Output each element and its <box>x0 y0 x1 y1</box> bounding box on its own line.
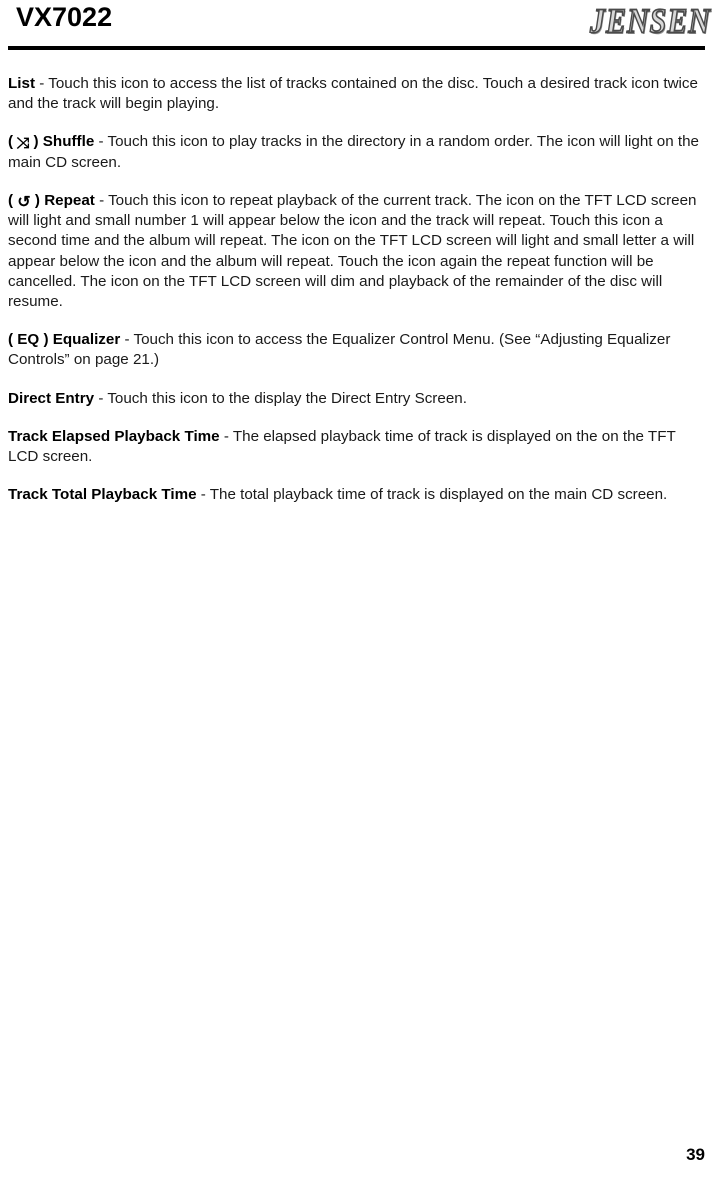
paragraph-track-elapsed <box>8 427 705 467</box>
term-list: List <box>8 75 36 92</box>
page-header <box>8 0 711 52</box>
brand-logo: JENSEN <box>589 2 711 41</box>
body-shuffle: - Touch this icon to play tracks in the directory in a random order. The icon will light on the main CD screen. <box>8 133 699 171</box>
term-track-total: Track Total Playback Time <box>8 486 197 504</box>
header-divider <box>8 46 705 50</box>
term-shuffle: Shuffle <box>42 133 95 151</box>
paragraph-repeat <box>8 191 705 312</box>
page-number: 39 <box>686 1145 705 1164</box>
body-repeat: - Touch this icon to repeat playback of the current track. The icon on the TFT LCD screen will light and small number 1 will appear below the icon and the track will repeat. Touch this icon a second time and the album will repeat. The icon on the TFT LCD screen will light and small letter a will appear below the icon and the album will repeat. Touch the icon again the repeat function will be cancelled. The icon on the TFT LCD screen will dim and playback of the remainder of the disc will resume. <box>8 191 697 310</box>
body-track-total: - The total playback time of track is displayed on the main CD screen. <box>196 486 668 504</box>
paragraph-track-total <box>8 485 705 505</box>
term-track-elapsed: Track Elapsed Playback Time <box>8 427 220 445</box>
paragraph-equalizer <box>8 330 705 370</box>
term-equalizer: ( EQ ) Equalizer <box>8 331 121 349</box>
body-direct-entry: - Touch this icon to the display the Direct Entry Screen. <box>94 389 467 407</box>
body-list: - Touch this icon to access the list of tracks contained on the disc. Touch a desired track icon twice and the track will begin playing. <box>8 75 698 113</box>
repeat-mid: ) <box>30 191 45 209</box>
shuffle-prefix: ( <box>8 133 18 151</box>
repeat-prefix: ( <box>8 191 18 209</box>
body-track-elapsed: - The elapsed playback time of track is displayed on the on the TFT LCD screen. <box>8 427 676 466</box>
body-equalizer: - Touch this icon to access the Equalizer Control Menu. (See “Adjusting Equalizer Controls” on page 21.) <box>8 331 671 369</box>
term-repeat: Repeat <box>44 191 95 209</box>
paragraph-shuffle <box>8 132 705 172</box>
repeat-icon: ↺ <box>17 193 31 211</box>
shuffle-mid: ) <box>29 133 43 151</box>
paragraph-direct-entry <box>8 389 705 409</box>
term-direct-entry: Direct Entry <box>8 389 95 407</box>
paragraph-list <box>8 74 705 114</box>
model-title: VX7022 <box>16 2 113 32</box>
page-content <box>8 52 705 506</box>
shuffle-icon: ⤨ <box>16 135 30 153</box>
